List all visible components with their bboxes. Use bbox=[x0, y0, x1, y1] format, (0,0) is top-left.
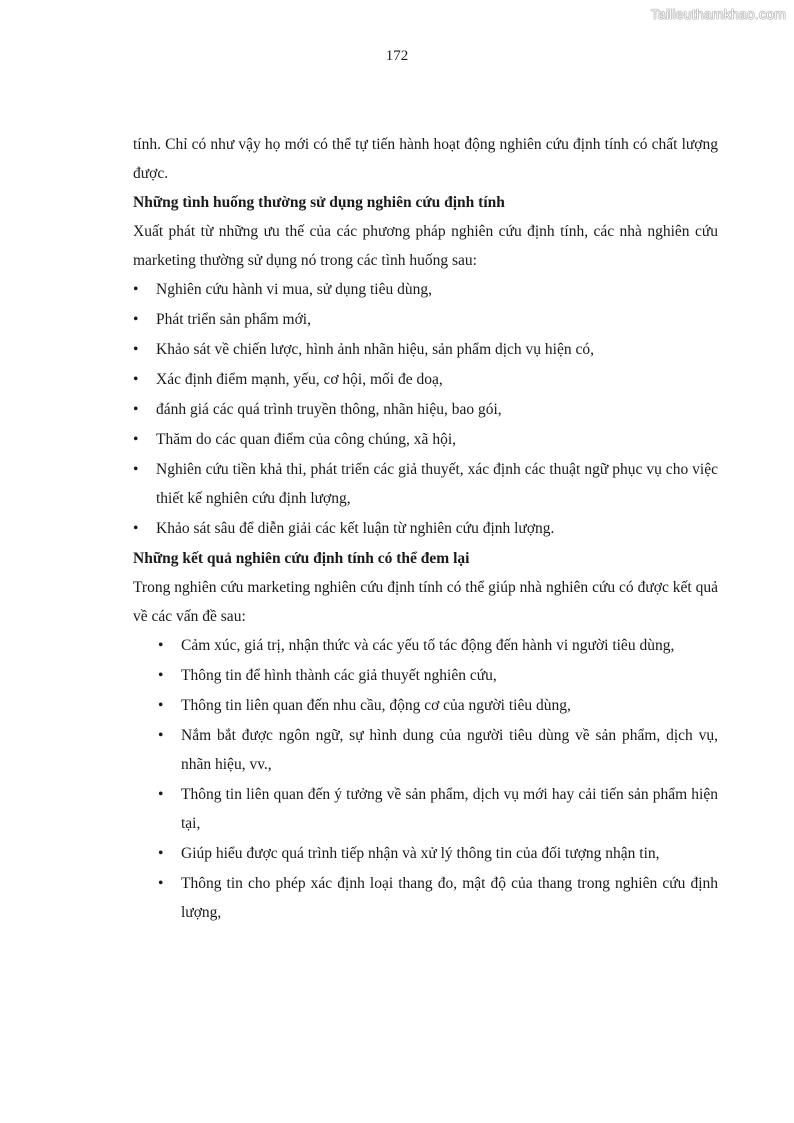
list-item-text: Nghiên cứu tiền khả thi, phát triển các giả thuyết, xác định các thuật ngữ phục vụ cho việc thiết kế nghiên cứu định lượng, bbox=[156, 461, 718, 507]
situations-list bbox=[133, 275, 718, 543]
bullet-icon: • bbox=[158, 875, 164, 892]
list-item bbox=[133, 721, 718, 779]
list-item bbox=[133, 514, 718, 543]
list-item bbox=[133, 275, 718, 304]
list-item bbox=[133, 780, 718, 838]
list-item-text: Nghiên cứu hành vi mua, sử dụng tiêu dùng, bbox=[156, 281, 432, 298]
list-item bbox=[133, 425, 718, 454]
bullet-icon: • bbox=[158, 845, 164, 862]
list-item bbox=[133, 631, 718, 660]
list-item bbox=[133, 395, 718, 424]
list-item-text: Khảo sát sâu để diễn giải các kết luận từ nghiên cứu định lượng. bbox=[156, 520, 555, 537]
list-item-text: Thông tin cho phép xác định loại thang đo, mật độ của thang trong nghiên cứu định lượng, bbox=[181, 875, 718, 921]
list-item-text: Thông tin liên quan đến ý tưởng về sản phẩm, dịch vụ mới hay cải tiến sản phẩm hiện tại, bbox=[181, 786, 718, 832]
intro-paragraph: tính. Chỉ có như vậy họ mới có thể tự tiến hành hoạt động nghiên cứu định tính có chất lượng được. bbox=[133, 136, 718, 182]
section-heading-results: Những kết quả nghiên cứu định tính có thể đem lại bbox=[133, 550, 470, 567]
list-item bbox=[133, 365, 718, 394]
list-item bbox=[133, 869, 718, 927]
list-item-text: Xác định điểm mạnh, yếu, cơ hội, mối đe doạ, bbox=[156, 371, 443, 388]
bullet-icon: • bbox=[158, 697, 164, 714]
list-item-text: Cảm xúc, giá trị, nhận thức và các yếu tố tác động đến hành vi người tiêu dùng, bbox=[181, 637, 675, 654]
document-body bbox=[133, 130, 718, 928]
list-item-text: Giúp hiểu được quá trình tiếp nhận và xử lý thông tin của đối tượng nhận tin, bbox=[181, 845, 660, 862]
bullet-icon: • bbox=[133, 520, 139, 537]
results-list bbox=[133, 631, 718, 927]
watermark-text: Tailieuthamkhao.com bbox=[650, 6, 786, 22]
bullet-icon: • bbox=[133, 461, 139, 478]
list-item-text: Khảo sát về chiến lược, hình ảnh nhãn hiệu, sản phẩm dịch vụ hiện có, bbox=[156, 341, 594, 358]
list-item-text: Thông tin để hình thành các giả thuyết nghiên cứu, bbox=[181, 667, 497, 684]
bullet-icon: • bbox=[158, 786, 164, 803]
bullet-icon: • bbox=[133, 431, 139, 448]
list-item bbox=[133, 661, 718, 690]
section-intro-situations: Xuất phát từ những ưu thế của các phương pháp nghiên cứu định tính, các nhà nghiên cứu marketing thường sử dụng nó trong các tình huống sau: bbox=[133, 223, 718, 269]
bullet-icon: • bbox=[133, 401, 139, 418]
bullet-icon: • bbox=[133, 281, 139, 298]
list-item-text: Thăm do các quan điểm của công chúng, xã hội, bbox=[156, 431, 456, 448]
bullet-icon: • bbox=[158, 637, 164, 654]
bullet-icon: • bbox=[158, 727, 164, 744]
bullet-icon: • bbox=[133, 341, 139, 358]
list-item bbox=[133, 839, 718, 868]
list-item-text: Nắm bắt được ngôn ngữ, sự hình dung của người tiêu dùng về sản phẩm, dịch vụ, nhãn hiệu, vv., bbox=[181, 727, 718, 773]
list-item bbox=[133, 335, 718, 364]
section-heading-situations: Những tình huống thường sử dụng nghiên cứu định tính bbox=[133, 194, 505, 211]
bullet-icon: • bbox=[133, 371, 139, 388]
list-item-text: đánh giá các quá trình truyền thông, nhãn hiệu, bao gói, bbox=[156, 401, 502, 418]
bullet-icon: • bbox=[133, 311, 139, 328]
page-number: 172 bbox=[385, 48, 409, 64]
list-item bbox=[133, 455, 718, 513]
list-item bbox=[133, 691, 718, 720]
list-item-text: Thông tin liên quan đến nhu cầu, động cơ của người tiêu dùng, bbox=[181, 697, 571, 714]
bullet-icon: • bbox=[158, 667, 164, 684]
list-item bbox=[133, 305, 718, 334]
section-intro-results: Trong nghiên cứu marketing nghiên cứu định tính có thể giúp nhà nghiên cứu có được kết quả về các vấn đề sau: bbox=[133, 579, 718, 625]
list-item-text: Phát triển sản phẩm mới, bbox=[156, 311, 311, 328]
